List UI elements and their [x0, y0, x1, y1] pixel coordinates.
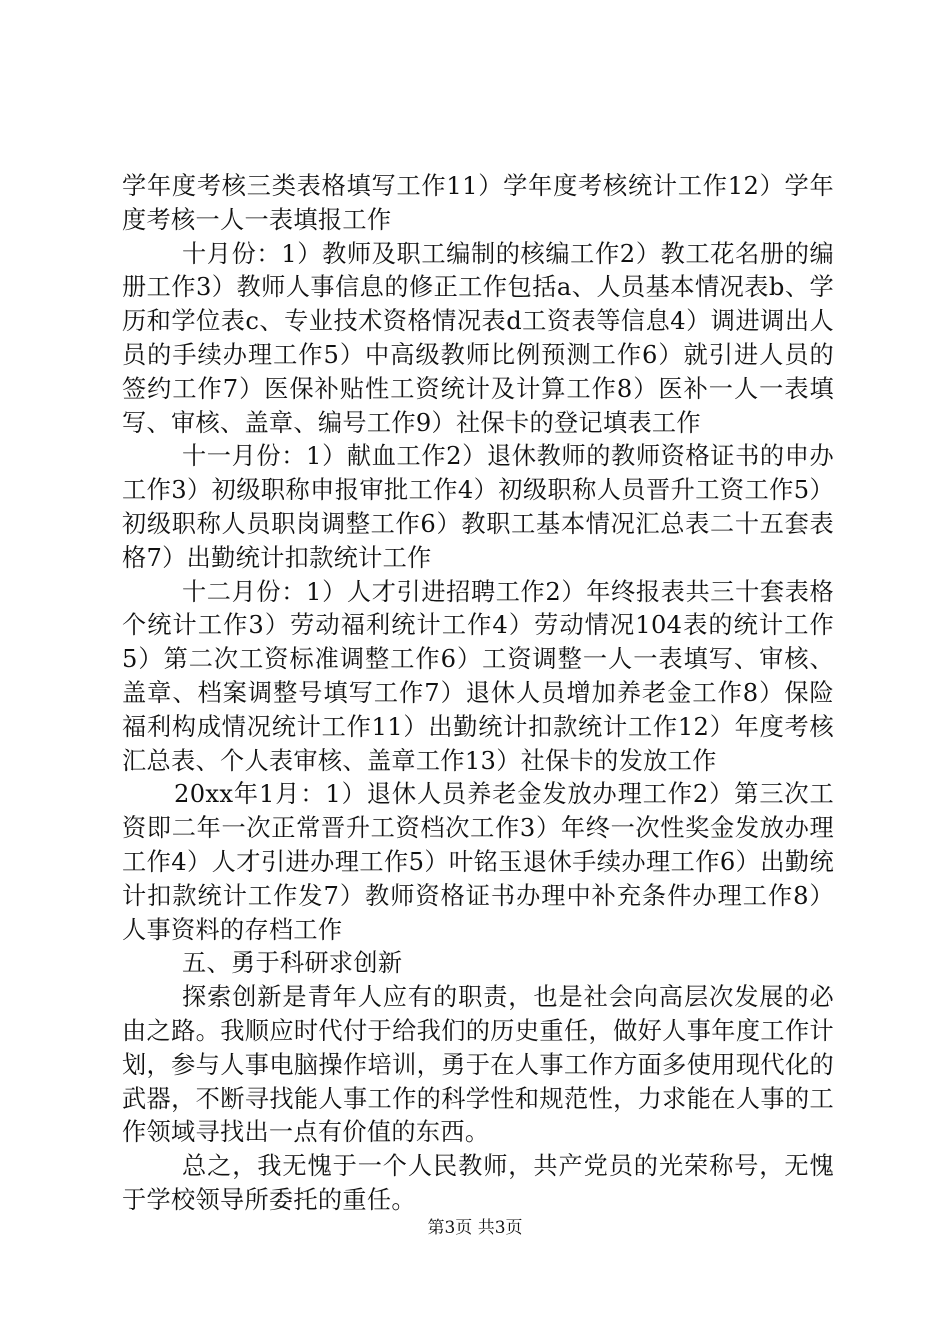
section-heading-innovation: 五、勇于科研求创新	[182, 949, 403, 978]
paragraph-continuation: 学年度考核三类表格填写工作11）学年度考核统计工作12）学年度考核一人一表填报工作	[122, 172, 834, 234]
document-body	[122, 170, 834, 1218]
paragraph-innovation: 探索创新是青年人应有的职责，也是社会向高层次发展的必由之路。我顺应时代付于给我们的历史重任，做好人事年度工作计划，参与人事电脑操作培训，勇于在人事工作方面多使用现代化的武器，不断寻找能人事工作的科学性和规范性，力求能在人事的工作领域寻找出一点有价值的东西。	[122, 983, 834, 1147]
paragraph-january: 20xx年1月：1）退休人员养老金发放办理工作2）第三次工资即二年一次正常晋升工资档次工作3）年终一次性奖金发放办理工作4）人才引进办理工作5）叶铭玉退休手续办理工作6）出勤统计扣款统计工作发7）教师资格证书办理中补充条件办理工作8）人事资料的存档工作	[122, 780, 834, 944]
page-number-footer: 第3页 共3页	[427, 1218, 523, 1238]
paragraph-december: 十二月份：1）人才引进招聘工作2）年终报表共三十套表格个统计工作3）劳动福利统计工作4）劳动情况104表的统计工作5）第二次工资标准调整工作6）工资调整一人一表填写、审核、盖章、档案调整号填写工作7）退休人员增加养老金工作8）保险福利构成情况统计工作11）出勤统计扣款统计工作12）年度考核汇总表、个人表审核、盖章工作13）社保卡的发放工作	[122, 577, 834, 775]
paragraph-conclusion: 总之，我无愧于一个人民教师，共产党员的光荣称号，无愧于学校领导所委托的重任。	[122, 1152, 834, 1214]
paragraph-october: 十月份：1）教师及职工编制的核编工作2）教工花名册的编册工作3）教师人事信息的修正工作包括a、人员基本情况表b、学历和学位表c、专业技术资格情况表d工资表等信息4）调进调出人员的手续办理工作5）中高级教师比例预测工作6）就引进人员的签约工作7）医保补贴性工资统计及计算工作8）医补一人一表填写、审核、盖章、编号工作9）社保卡的登记填表工作	[122, 239, 834, 437]
paragraph-november: 十一月份：1）献血工作2）退休教师的教师资格证书的申办工作3）初级职称申报审批工作4）初级职称人员晋升工资工作5）初级职称人员职岗调整工作6）教职工基本情况汇总表二十五套表格7）出勤统计扣款统计工作	[122, 442, 834, 572]
